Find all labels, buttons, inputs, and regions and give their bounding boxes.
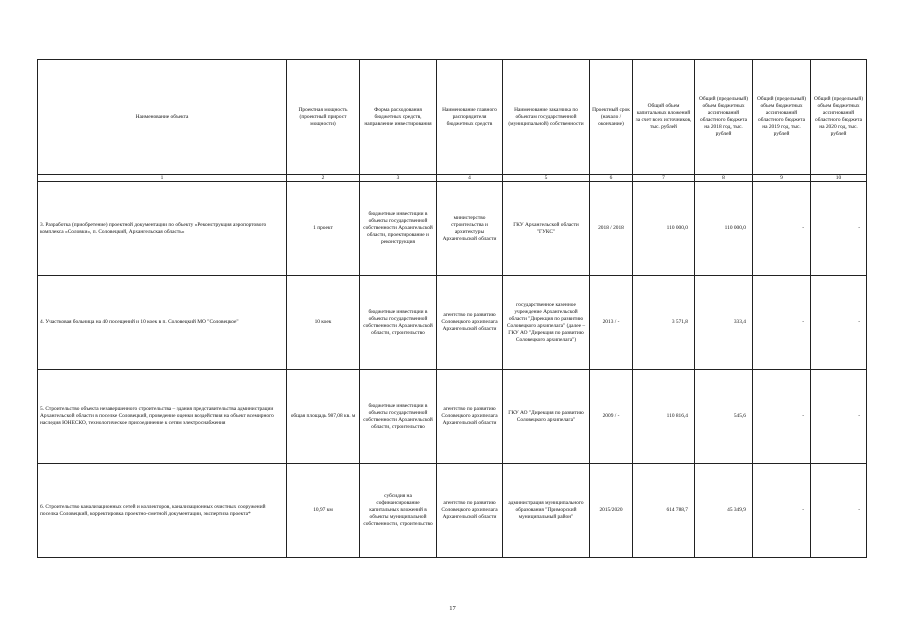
- term-cell: 2009 / -: [590, 370, 633, 464]
- administrator-cell: министерство строительства и архитектуры Архангельской области: [437, 182, 503, 276]
- administrator-cell: агентство по развитию Соловецкого архипелага Архангельской области: [437, 276, 503, 370]
- table-row: [38, 182, 867, 276]
- customer-cell: ГКУ АО "Дирекция по развитию Соловецкого архипелага": [503, 370, 590, 464]
- object-name-cell: 4. Участковая больница на 40 посещений и 10 коек в п. Соловецкий МО "Соловецкое": [38, 276, 287, 370]
- header-cell: Проектный срок (начало / окончание): [590, 60, 633, 175]
- spending-form-cell: бюджетные инвестиции в объекты государственной собственности Архангельской области, строительство: [360, 370, 437, 464]
- header-row: [38, 60, 867, 175]
- column-number: 10: [811, 175, 867, 182]
- column-number: 5: [503, 175, 590, 182]
- budget-2018-cell: 333,4: [695, 276, 753, 370]
- page-number: 17: [449, 605, 456, 612]
- header-cell: Наименование объекта: [38, 60, 287, 175]
- customer-cell: государственное казенное учреждение Архангельской области "Дирекция по развитию Соловецкого архипелага" (далее – ГКУ АО "Дирекция по развитию Соловецкого архипелага"): [503, 276, 590, 370]
- budget-2020-cell: -: [811, 276, 867, 370]
- header-cell: Форма расходования бюджетных средств, направление инвестирования: [360, 60, 437, 175]
- column-number: 2: [287, 175, 360, 182]
- header-cell: Общий (предельный) объем бюджетных ассигнований областного бюджета на 2020 год, тыс. рублей: [811, 60, 867, 175]
- budget-2020-cell: -: [811, 182, 867, 276]
- object-name-cell: 6. Строительство канализационных сетей и коллекторов, канализационных очистных сооружений поселка Соловецкий, корректировка проектно-сметной документации, экспертиза проекта*: [38, 464, 287, 558]
- total-investment-cell: 3 571,8: [633, 276, 695, 370]
- capacity-cell: общая площадь 987,08 кв. м: [287, 370, 360, 464]
- total-investment-cell: 110 000,0: [633, 182, 695, 276]
- capacity-cell: 1 проект: [287, 182, 360, 276]
- object-name-cell: 5. Строительство объекта незавершенного строительства – здания представительства администрации Архангельской области в поселке Соловецкий, проведение оценки воздействия на объект всемирного наследия ЮНЕСКО, технологическое присоединение к сетям электроснабжения: [38, 370, 287, 464]
- header-cell: Общий объем капитальных вложений за счет всех источников, тыс. рублей: [633, 60, 695, 175]
- term-cell: 2015/2020: [590, 464, 633, 558]
- term-cell: 2018 / 2018: [590, 182, 633, 276]
- column-number: 9: [753, 175, 811, 182]
- header-cell: Общий (предельный) объем бюджетных ассигнований областного бюджета на 2018 год, тыс. рублей: [695, 60, 753, 175]
- administrator-cell: агентство по развитию Соловецкого архипелага Архангельской области: [437, 464, 503, 558]
- budget-2018-cell: 45 349,9: [695, 464, 753, 558]
- capacity-cell: 10 коек: [287, 276, 360, 370]
- customer-cell: администрация муниципального образования "Приморский муниципальный район": [503, 464, 590, 558]
- column-number: 4: [437, 175, 503, 182]
- spending-form-cell: субсидия на софинансирование капитальных вложений в объекты муниципальной собственности, строительство: [360, 464, 437, 558]
- object-name-cell: 3. Разработка (приобретение) проектной документации по объекту «Реконструкция аэропортового комплекса «Соловки», п. Соловецкий, Архангельская область»: [38, 182, 287, 276]
- budget-2019-cell: -: [753, 464, 811, 558]
- budget-2020-cell: -: [811, 370, 867, 464]
- budget-2019-cell: -: [753, 276, 811, 370]
- customer-cell: ГКУ Архангельской области "ГУКС": [503, 182, 590, 276]
- capacity-cell: 10,97 км: [287, 464, 360, 558]
- table-row: [38, 464, 867, 558]
- column-number-row: [38, 175, 867, 182]
- budget-2018-cell: 545,6: [695, 370, 753, 464]
- column-number: 6: [590, 175, 633, 182]
- total-investment-cell: 110 816,4: [633, 370, 695, 464]
- table-row: [38, 370, 867, 464]
- column-number: 8: [695, 175, 753, 182]
- total-investment-cell: 614 788,7: [633, 464, 695, 558]
- column-number: 1: [38, 175, 287, 182]
- header-cell: Проектная мощность (проектный прирост мощности): [287, 60, 360, 175]
- administrator-cell: агентство по развитию Соловецкого архипелага Архангельской области: [437, 370, 503, 464]
- term-cell: 2013 / -: [590, 276, 633, 370]
- investment-table: [37, 59, 867, 558]
- budget-2019-cell: -: [753, 182, 811, 276]
- budget-2019-cell: -: [753, 370, 811, 464]
- budget-2020-cell: -: [811, 464, 867, 558]
- column-number: 3: [360, 175, 437, 182]
- spending-form-cell: бюджетные инвестиции в объекты государственной собственности Архангельской области, строительство: [360, 276, 437, 370]
- budget-2018-cell: 110 000,0: [695, 182, 753, 276]
- header-cell: Общий (предельный) объем бюджетных ассигнований областного бюджета на 2019 год, тыс. рублей: [753, 60, 811, 175]
- table-row: [38, 276, 867, 370]
- spending-form-cell: бюджетные инвестиции в объекты государственной собственности Архангельской области, проектирование и реконструкция: [360, 182, 437, 276]
- header-cell: Наименование главного распорядителя бюджетных средств: [437, 60, 503, 175]
- header-cell: Наименование заказчика по объектам государственной (муниципальной) собственности: [503, 60, 590, 175]
- column-number: 7: [633, 175, 695, 182]
